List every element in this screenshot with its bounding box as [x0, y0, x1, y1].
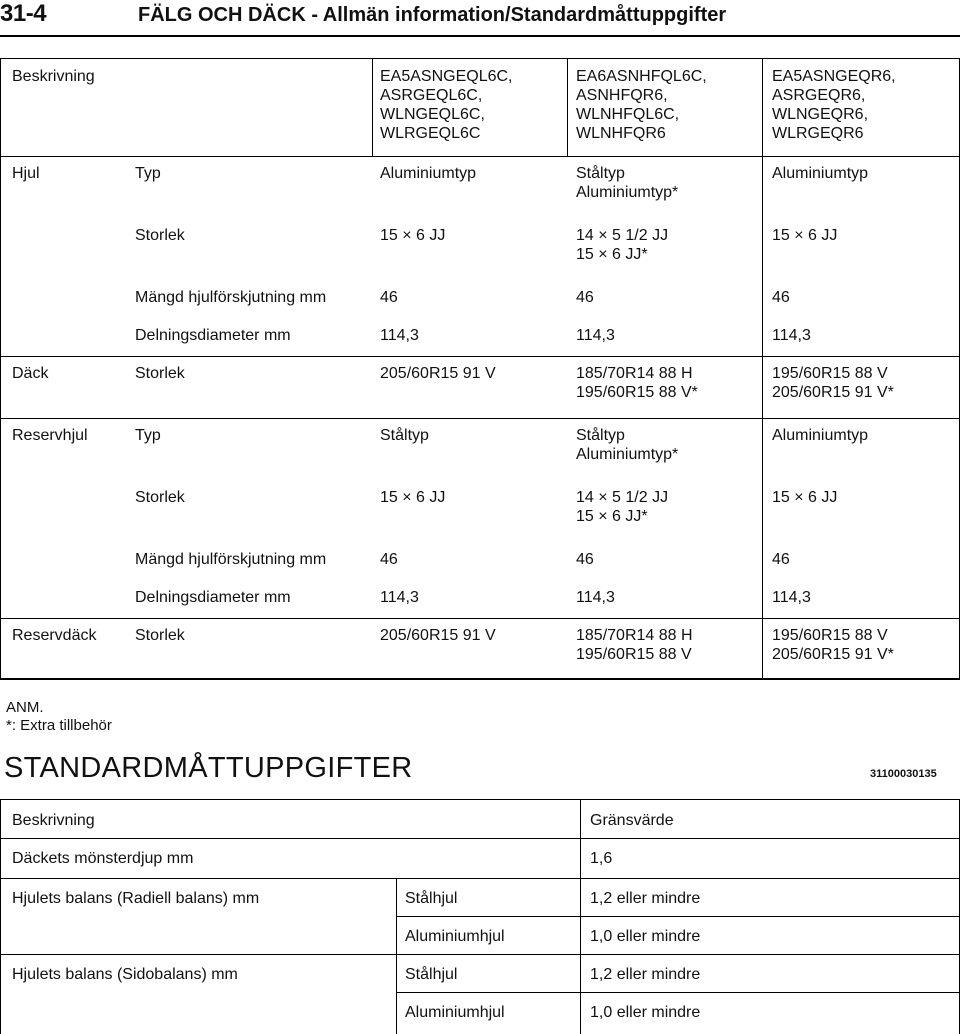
table-rule: [0, 418, 960, 419]
std-header-description: Beskrivning: [12, 812, 95, 829]
std-header-limit: Gränsvärde: [590, 812, 674, 829]
cell-model-1-line: Aluminiumtyp: [380, 165, 477, 182]
std-row-limit: 1,2 eller mindre: [590, 966, 701, 983]
column-header-model-1-line: WLNGEQL6C,: [380, 106, 485, 123]
row-item: Typ: [135, 427, 161, 444]
table-rule: [0, 799, 960, 800]
note-label: ANM.: [6, 699, 44, 716]
std-row-limit: 1,0 eller mindre: [590, 928, 701, 945]
cell-model-3-line: Aluminiumtyp: [772, 165, 869, 182]
cell-model-2-line: Aluminiumtyp*: [576, 184, 679, 201]
table-rule: [0, 58, 1, 678]
table-rule: [762, 156, 763, 218]
table-rule: [0, 678, 960, 680]
cell-model-1: [380, 626, 496, 645]
cell-model-1: [380, 326, 419, 345]
cell-model-2-line: 185/70R14 88 H: [576, 627, 693, 644]
cell-model-1-line: 15 × 6 JJ: [380, 227, 446, 244]
cell-model-2: [576, 550, 594, 569]
cell-model-2-line: 195/60R15 88 V: [576, 646, 692, 663]
table-rule: [762, 542, 763, 580]
table-rule: [0, 156, 960, 157]
table-rule: [762, 618, 763, 678]
page-number: 31-4: [0, 0, 47, 27]
cell-model-1: [380, 488, 445, 507]
row-item: Storlek: [135, 365, 185, 382]
table-rule: [0, 618, 960, 619]
column-header-model-3: [772, 67, 896, 143]
cell-model-1-line: 46: [380, 289, 398, 306]
column-header-model-2-line: WLNHFQL6C,: [576, 106, 680, 123]
column-header-model-2-line: ASNHFQR6,: [576, 87, 668, 104]
column-header-model-3-line: ASRGEQR6,: [772, 87, 866, 104]
cell-model-3: [772, 550, 790, 569]
table-rule: [762, 218, 763, 280]
page-title: FÄLG OCH DÄCK - Allmän information/Standardmåttuppgifter: [138, 4, 727, 26]
cell-model-3-line: 15 × 6 JJ: [772, 489, 838, 506]
cell-model-3: [772, 326, 811, 345]
table-rule: [0, 838, 960, 839]
table-rule: [0, 356, 960, 357]
std-row-wheel-type: Stålhjul: [405, 966, 458, 983]
std-row-wheel-type: Stålhjul: [405, 890, 458, 907]
std-row-limit: 1,6: [590, 850, 613, 867]
table-rule: [0, 799, 1, 1034]
column-header-model-3-line: WLNGEQR6,: [772, 106, 869, 123]
cell-model-3-line: 205/60R15 91 V*: [772, 384, 894, 401]
std-row-wheel-type: Aluminiumhjul: [405, 1004, 505, 1021]
std-row-description: Hjulets balans (Radiell balans) mm: [12, 890, 260, 907]
cell-model-1-line: Ståltyp: [380, 427, 429, 444]
cell-model-3-line: 46: [772, 551, 790, 568]
cell-model-3-line: 205/60R15 91 V*: [772, 646, 894, 663]
row-item: Delningsdiameter mm: [135, 327, 291, 344]
table-rule: [372, 58, 373, 156]
cell-model-2-line: 14 × 5 1/2 JJ: [576, 489, 669, 506]
std-row-limit: 1,2 eller mindre: [590, 890, 701, 907]
table-rule: [0, 58, 960, 59]
cell-model-2-line: 185/70R14 88 H: [576, 365, 693, 382]
cell-model-3: [772, 364, 894, 402]
cell-model-3: [772, 288, 790, 307]
column-header-model-1: [380, 67, 513, 143]
cell-model-3: [772, 164, 868, 183]
cell-model-1: [380, 288, 398, 307]
cell-model-2-line: 46: [576, 289, 594, 306]
cell-model-3-line: 46: [772, 289, 790, 306]
cell-model-3: [772, 588, 811, 607]
table-rule: [762, 480, 763, 542]
cell-model-2: [576, 364, 698, 402]
column-header-model-2-line: EA6ASNHFQL6C,: [576, 68, 707, 85]
document-code: 31100030135: [870, 768, 937, 780]
cell-model-2-line: 114,3: [576, 589, 615, 606]
table-rule: [762, 280, 763, 318]
cell-model-1-line: 114,3: [380, 589, 419, 606]
cell-model-1: [380, 226, 445, 245]
table-rule: [0, 954, 960, 955]
cell-model-2-line: 195/60R15 88 V*: [576, 384, 698, 401]
table-rule: [762, 418, 763, 480]
table-rule: [396, 916, 960, 917]
cell-model-3-line: 114,3: [772, 327, 811, 344]
cell-model-1-line: 46: [380, 551, 398, 568]
cell-model-2: [576, 488, 668, 526]
table-rule: [0, 878, 960, 879]
cell-model-2: [576, 326, 615, 345]
cell-model-1: [380, 550, 398, 569]
cell-model-3-line: 195/60R15 88 V: [772, 365, 888, 382]
cell-model-1-line: 205/60R15 91 V: [380, 365, 496, 382]
cell-model-2-line: 15 × 6 JJ*: [576, 246, 648, 263]
column-header-model-1-line: ASRGEQL6C,: [380, 87, 483, 104]
table-rule: [762, 58, 763, 156]
column-header-model-1-line: EA5ASNGEQL6C,: [380, 68, 513, 85]
cell-model-1-line: 15 × 6 JJ: [380, 489, 446, 506]
cell-model-1-line: 114,3: [380, 327, 419, 344]
column-header-model-3-line: WLRGEQR6: [772, 125, 864, 142]
row-item: Mängd hjulförskjutning mm: [135, 551, 327, 568]
std-row-description: Däckets mönsterdjup mm: [12, 850, 194, 867]
cell-model-3: [772, 488, 837, 507]
cell-model-2-line: 46: [576, 551, 594, 568]
cell-model-1: [380, 164, 476, 183]
table-rule: [762, 318, 763, 356]
row-group: Däck: [12, 365, 49, 382]
row-group: Hjul: [12, 165, 40, 182]
row-group: Reservhjul: [12, 427, 88, 444]
row-group: Reservdäck: [12, 627, 97, 644]
cell-model-3-line: Aluminiumtyp: [772, 427, 869, 444]
table-rule: [762, 356, 763, 418]
header-rule: [0, 35, 960, 37]
std-row-wheel-type: Aluminiumhjul: [405, 928, 505, 945]
cell-model-2-line: 14 × 5 1/2 JJ: [576, 227, 669, 244]
cell-model-2-line: Aluminiumtyp*: [576, 446, 679, 463]
column-header-model-2: [576, 67, 707, 143]
cell-model-3: [772, 226, 837, 245]
cell-model-2: [576, 288, 594, 307]
column-header-model-1-line: WLRGEQL6C: [380, 125, 481, 142]
column-header-model-3-line: EA5ASNGEQR6,: [772, 68, 896, 85]
cell-model-3-line: 195/60R15 88 V: [772, 627, 888, 644]
cell-model-2: [576, 626, 693, 664]
column-header-description: Beskrivning: [12, 68, 95, 85]
cell-model-2-line: 114,3: [576, 327, 615, 344]
table-rule: [567, 58, 568, 156]
cell-model-3-line: 114,3: [772, 589, 811, 606]
cell-model-3-line: 15 × 6 JJ: [772, 227, 838, 244]
cell-model-2: [576, 226, 668, 264]
row-item: Storlek: [135, 227, 185, 244]
cell-model-1: [380, 588, 419, 607]
row-item: Storlek: [135, 627, 185, 644]
note-text: *: Extra tillbehör: [6, 717, 112, 734]
cell-model-1-line: 205/60R15 91 V: [380, 627, 496, 644]
section-title: STANDARDMÅTTUPPGIFTER: [4, 752, 413, 784]
table-rule: [396, 878, 397, 1034]
row-item: Typ: [135, 165, 161, 182]
cell-model-1: [380, 364, 496, 383]
cell-model-3: [772, 626, 894, 664]
cell-model-2-line: Ståltyp: [576, 165, 625, 182]
row-item: Delningsdiameter mm: [135, 589, 291, 606]
table-rule: [396, 992, 960, 993]
row-item: Storlek: [135, 489, 185, 506]
cell-model-2: [576, 426, 678, 464]
std-row-limit: 1,0 eller mindre: [590, 1004, 701, 1021]
std-row-description: Hjulets balans (Sidobalans) mm: [12, 966, 238, 983]
table-rule: [762, 580, 763, 618]
cell-model-2: [576, 588, 615, 607]
cell-model-2-line: 15 × 6 JJ*: [576, 508, 648, 525]
row-item: Mängd hjulförskjutning mm: [135, 289, 327, 306]
cell-model-1: [380, 426, 429, 445]
cell-model-2-line: Ståltyp: [576, 427, 625, 444]
cell-model-2: [576, 164, 678, 202]
column-header-model-2-line: WLNHFQR6: [576, 125, 666, 142]
cell-model-3: [772, 426, 868, 445]
